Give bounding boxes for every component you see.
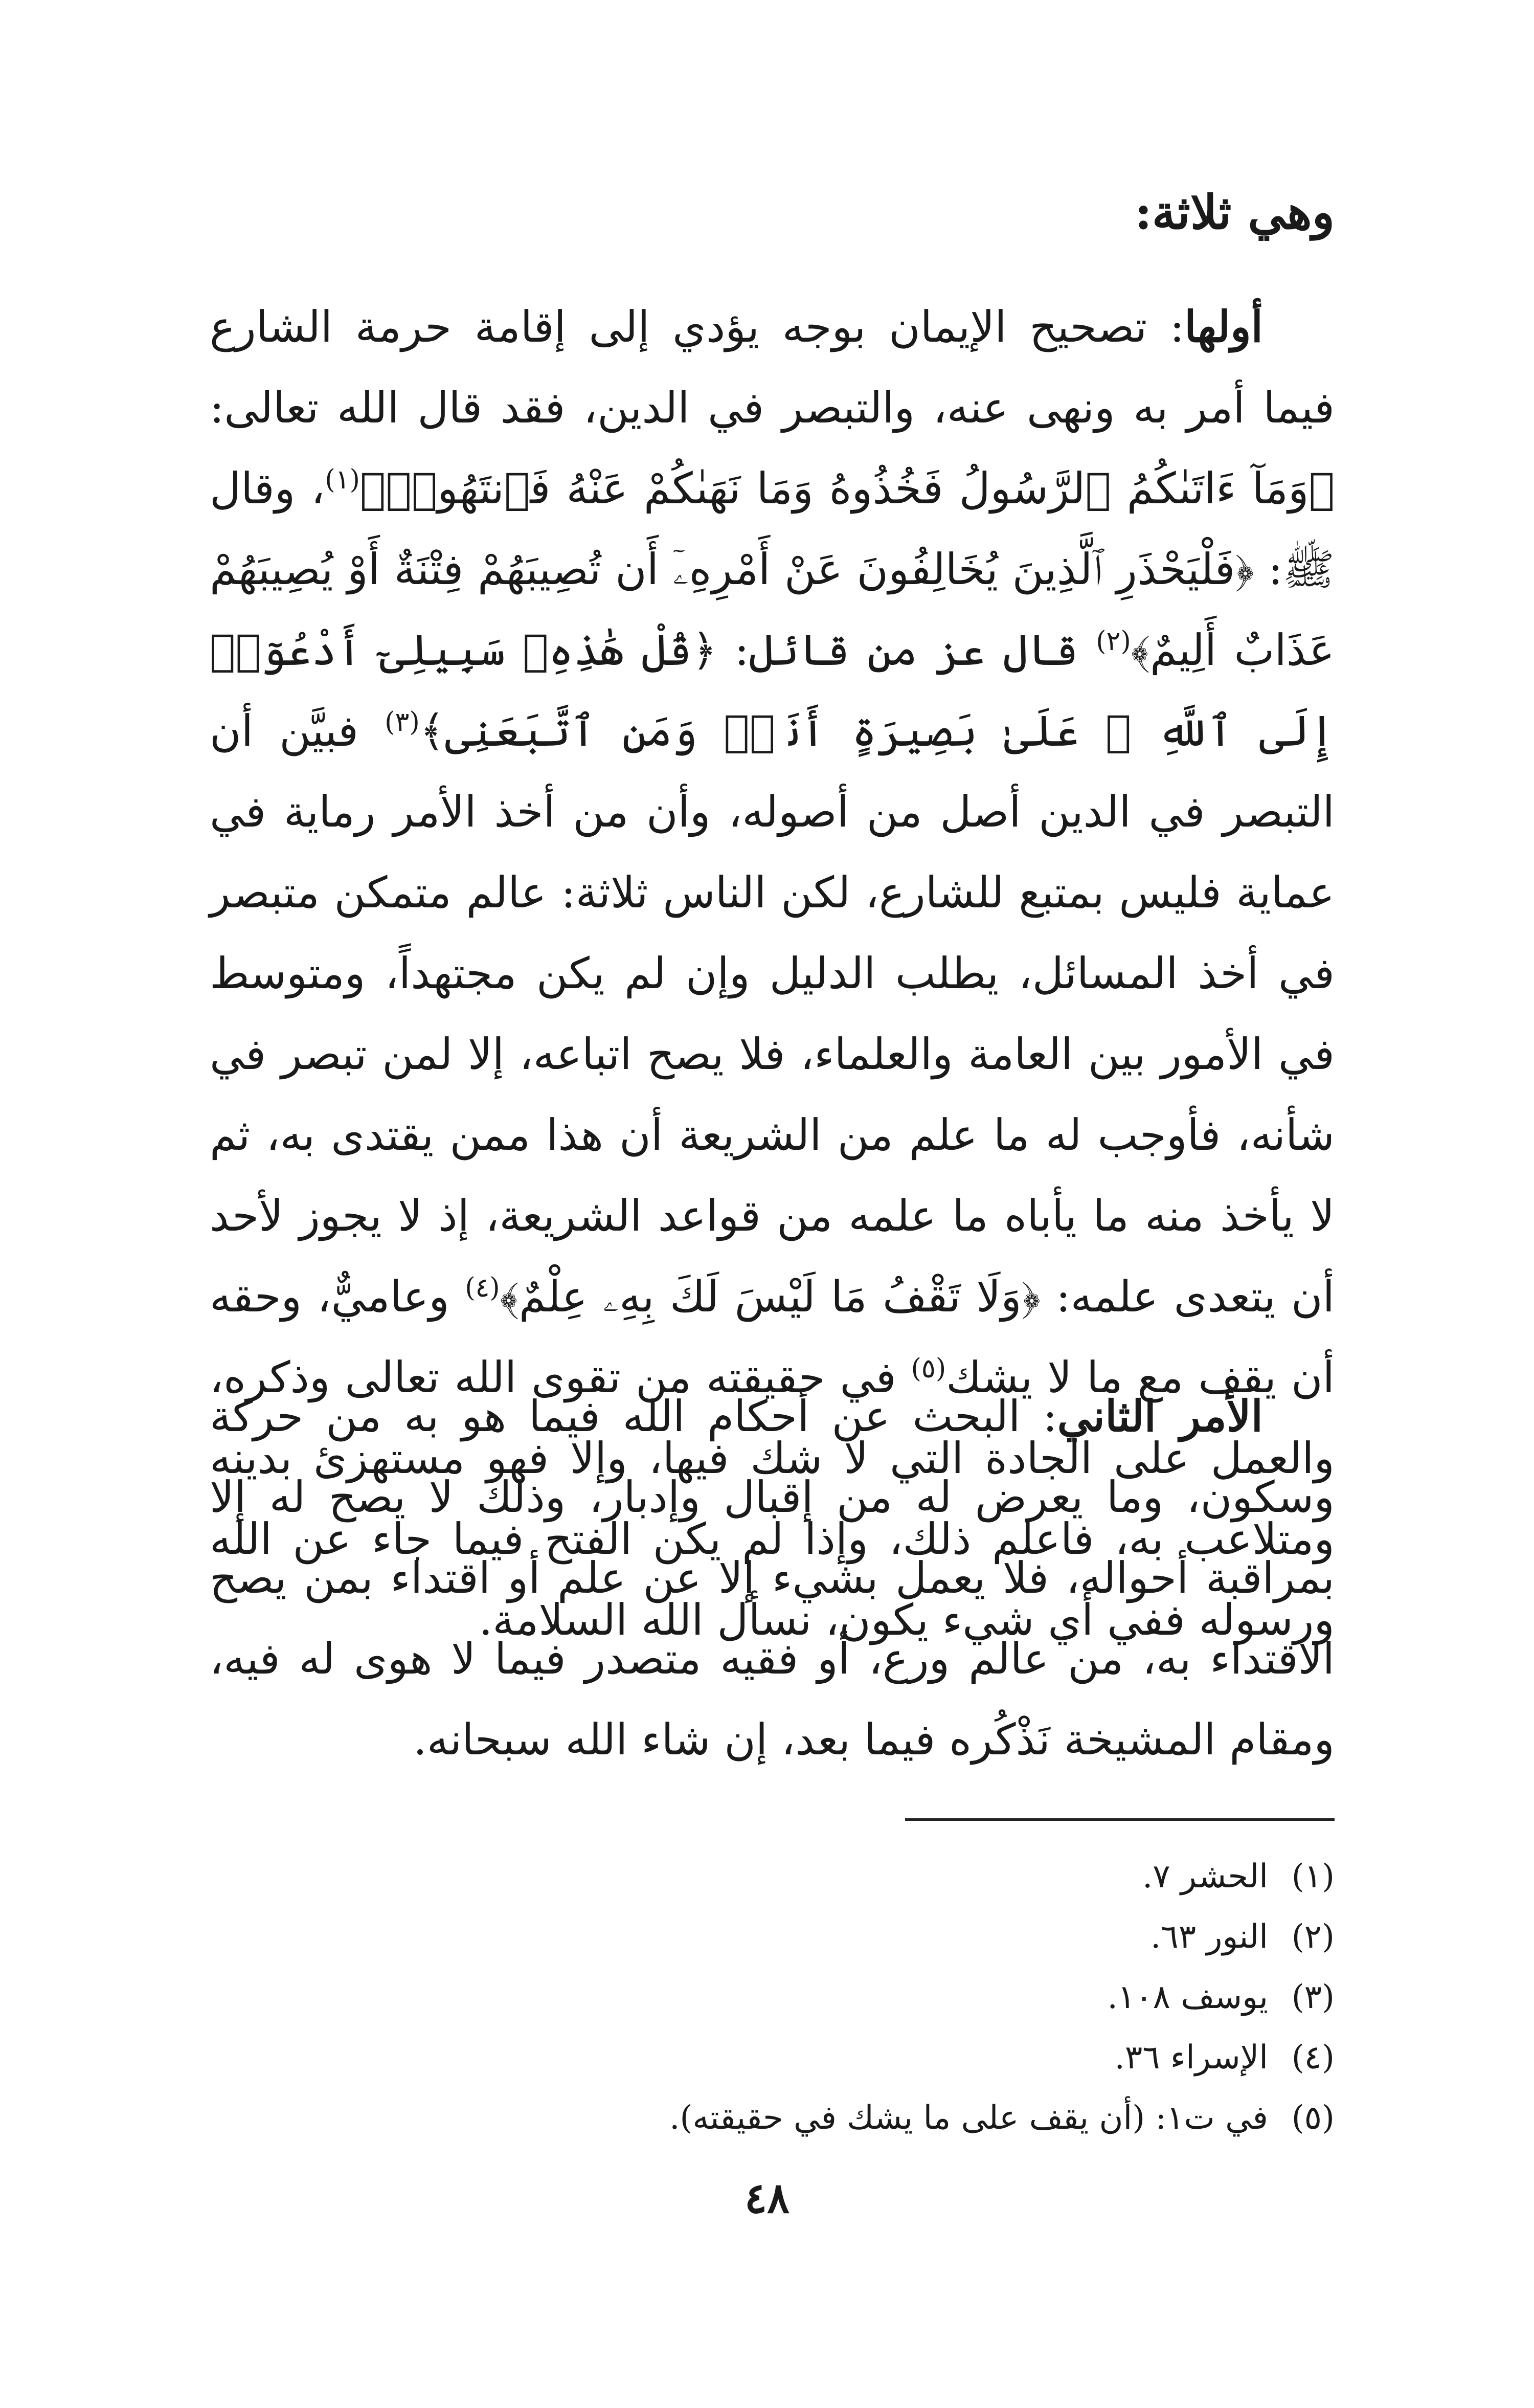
paragraph-second-text — [210, 1376, 1335, 1780]
footnote-item — [210, 2027, 1335, 2088]
footnote-text: الإسراء ٣٦. — [1114, 2039, 1268, 2077]
footnote-number: (٣) — [1291, 1978, 1335, 2016]
quran-verse: ﴿وَلَا تَقْفُ مَا لَيْسَ لَكَ بِهِۦ عِلْمٌ﴾ — [500, 1272, 1041, 1322]
footnote-text: في ت١: (أن يقف على ما يشك في حقيقته). — [669, 2099, 1268, 2137]
footnote-text: الحشر ٧. — [1142, 1858, 1268, 1896]
quran-verse: ﴿فَلْيَحْذَرِ ٱلَّذِينَ يُخَالِفُونَ عَنْ أَمْرِهِۦٓ أَن تُصِيبَهُمْ فِتْنَةٌ أَوْ يُصِيبَهُمْ عَذَابٌ أَلِيمٌ﴾ — [210, 544, 1335, 675]
footnote-number: (٥) — [1291, 2099, 1335, 2137]
quran-verse: ﴿وَمَآ ءَاتَىٰكُمُ ٱلرَّسُولُ فَخُذُوهُ وَمَا نَهَىٰكُمْ عَنْهُ فَٱنتَهُوا۟﴾ — [359, 463, 1335, 514]
footnote-ref: (٣) — [385, 707, 420, 738]
paragraph-second — [210, 1376, 1335, 1780]
footnote-ref: (٥) — [911, 1353, 946, 1384]
quran-verse: ﴿قُلْ هَٰذِهِۦ سَبِيلِىٓ أَدْعُوٓا۟ إِلَى ٱللَّهِ ۚ عَلَىٰ بَصِيرَةٍ أَنَا۠ وَمَنِ ٱتَّبَعَنِى﴾ — [210, 625, 1335, 756]
footnote-text: يوسف ١٠٨. — [1107, 1978, 1268, 2016]
footnote-ref: (٤) — [465, 1273, 500, 1303]
section-heading: وهي ثلاثة: — [1134, 185, 1335, 240]
footnote-number: (١) — [1291, 1858, 1335, 1896]
footnotes-list — [210, 1846, 1335, 2148]
footnote-item — [210, 1967, 1335, 2027]
footnote-ref: (٢) — [1096, 626, 1131, 657]
text-run: فبيَّن أن التبصر في الدين أصل من أصوله، وأن من أخذ الأمر رماية في عماية فليس بمتبع للشارع، لكن الناس ثلاثة: عالم متمكن متبصر في أخذ المسائل، يطلب الدليل وإن لم يكن مجتهداً، ومتوسط في الأمور بين العامة والعلماء، فلا يصح اتباعه، إلا لمن تبصر في شأنه، فأوجب له ما علم من الشريعة أن هذا ممن يقتدى به، ثم لا يأخذ منه ما يأباه ما علمه من قواعد الشريعة، إذ لا يجوز لأحد أن يتعدى علمه: — [210, 706, 1335, 1322]
text-run: : البحث عن أحكام الله فيما هو به من حركة وسكون، وما يعرض له من إقبال وإدبار، وذلك لا يصح له إلا بمراقبة أحواله، فلا يعمل بشيء إلا عن علم أو اقتداء بمن يصح الاقتداء به، من عالم ورع، أو فقيه متصدر فيما لا هوى له فيه، ومقام المشيخة نَذْكُره فيما بعد، إن شاء الله سبحانه. — [210, 1391, 1335, 1765]
footnote-item — [210, 2088, 1335, 2148]
paragraph-lead: الأمر الثاني — [1057, 1391, 1263, 1441]
footnote-ref: (١) — [325, 464, 360, 495]
text-run: ، وقال ﷺ: — [210, 463, 1335, 594]
page-number: ٤٨ — [744, 2174, 790, 2223]
paragraph-lead: أولها — [1184, 301, 1263, 352]
footnote-item — [210, 1846, 1335, 1907]
footnote-text: النور ٦٣. — [1150, 1918, 1268, 1956]
text-run: : تصحيح الإيمان بوجه يؤدي إلى إقامة حرمة الشارع فيما أمر به ونهى عنه، والتبصر في الدين، فقد قال الله تعالى: — [210, 302, 1335, 433]
text-run: وعاميٌّ، وحقه أن يقف مع ما لا يشك — [210, 1272, 1335, 1402]
footnote-number: (٤) — [1291, 2039, 1335, 2077]
footnote-item — [210, 1907, 1335, 1967]
text-run: في حقيقته من تقوى الله تعالى وذكره، والعمل على الجادة التي لا شك فيها، وإلا فهو مستهزئ بدينه ومتلاعب به، فاعلم ذلك، وإذا لم يكن الفتح فيما جاء عن الله ورسوله ففي أي شيء يكون، نسأل الله السلامة. — [210, 1352, 1335, 1645]
footnote-number: (٢) — [1291, 1918, 1335, 1956]
footnote-separator — [905, 1818, 1335, 1821]
text-run: قال عز من قائل: — [717, 625, 1096, 675]
